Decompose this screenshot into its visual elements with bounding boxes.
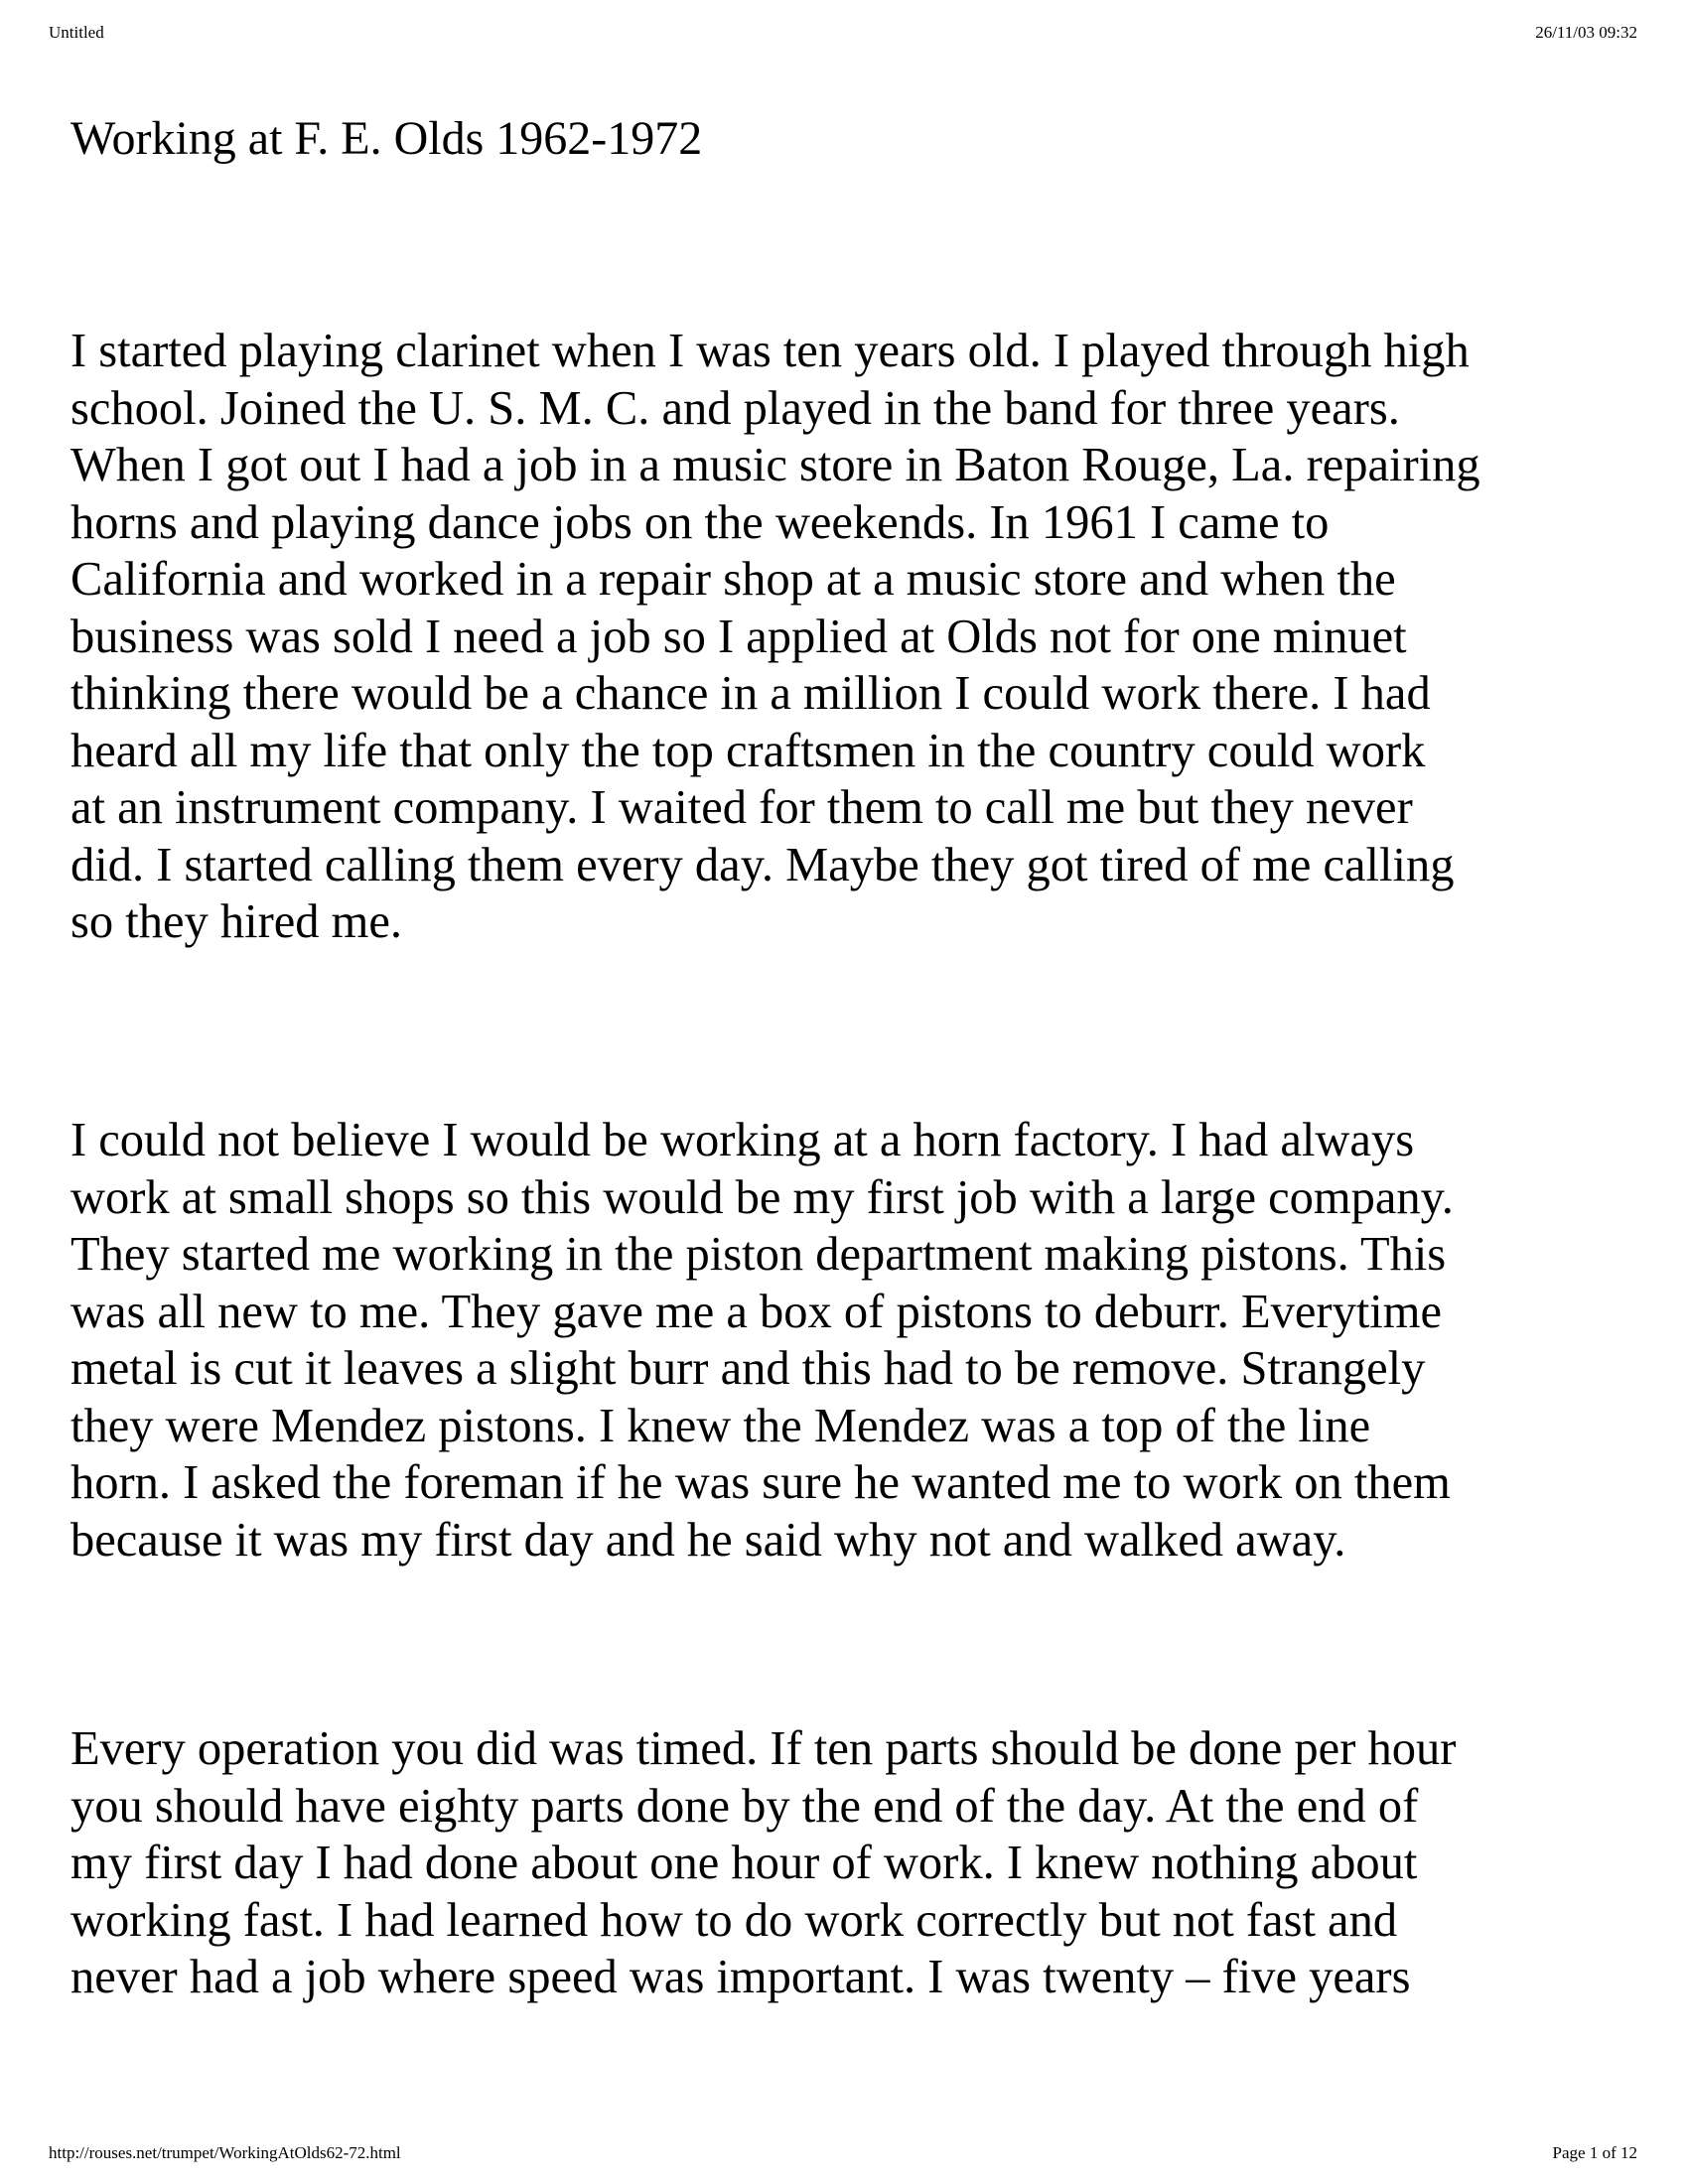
paragraph-line: my first day I had done about one hour of work. I knew nothing about: [70, 1837, 1418, 1889]
paragraph-line: never had a job where speed was important. I was twenty – five years: [70, 1951, 1411, 2003]
page-footer-page-number: Page 1 of 12: [1552, 2143, 1637, 2162]
paragraph-line: school. Joined the U. S. M. C. and played in the band for three years.: [70, 381, 1400, 435]
paragraph-3: [70, 1720, 1456, 2006]
paragraph-line: so they hired me.: [70, 895, 403, 948]
paragraph-line: thinking there would be a chance in a million I could work there. I had: [70, 667, 1431, 720]
page-header-timestamp: 26/11/03 09:32: [1535, 23, 1637, 42]
paragraph-line: they were Mendez pistons. I knew the Mendez was a top of the line: [70, 1399, 1371, 1452]
paragraph-line: horns and playing dance jobs on the weekends. In 1961 I came to: [70, 495, 1330, 549]
paragraph-line: California and worked in a repair shop at a music store and when the: [70, 553, 1396, 606]
paragraph-line: at an instrument company. I waited for them to call me but they never: [70, 781, 1413, 834]
paragraph-line: heard all my life that only the top craftsmen in the country could work: [70, 724, 1426, 777]
paragraph-line: business was sold I need a job so I applied at Olds not for one minuet: [70, 610, 1407, 663]
paragraph-line: I started playing clarinet when I was ten years old. I played through high: [70, 325, 1470, 377]
paragraph-2: [70, 1112, 1454, 1569]
paragraph-1: [70, 323, 1480, 951]
paragraph-line: was all new to me. They gave me a box of pistons to deburr. Everytime: [70, 1285, 1443, 1338]
paragraph-line: working fast. I had learned how to do work correctly but not fast and: [70, 1893, 1398, 1947]
paragraph-line: horn. I asked the foreman if he was sure he wanted me to work on them: [70, 1456, 1451, 1509]
paragraph-line: Every operation you did was timed. If ten parts should be done per hour: [70, 1722, 1457, 1775]
paragraph-line: They started me working in the piston department making pistons. This: [70, 1228, 1447, 1281]
page-header-title: Untitled: [49, 23, 104, 42]
paragraph-line: because it was my first day and he said why not and walked away.: [70, 1513, 1346, 1567]
paragraph-line: you should have eighty parts done by the end of the day. At the end of: [70, 1779, 1419, 1833]
paragraph-line: did. I started calling them every day. Maybe they got tired of me calling: [70, 838, 1455, 891]
paragraph-line: When I got out I had a job in a music store in Baton Rouge, La. repairing: [70, 439, 1480, 491]
document-heading: Working at F. E. Olds 1962-1972: [70, 112, 703, 165]
paragraph-line: metal is cut it leaves a slight burr and this had to be remove. Strangely: [70, 1342, 1426, 1395]
paragraph-line: work at small shops so this would be my first job with a large company.: [70, 1170, 1454, 1224]
paragraph-line: I could not believe I would be working at a horn factory. I had always: [70, 1114, 1415, 1166]
page-footer-url: http://rouses.net/trumpet/WorkingAtOlds62-72.html: [49, 2143, 401, 2162]
